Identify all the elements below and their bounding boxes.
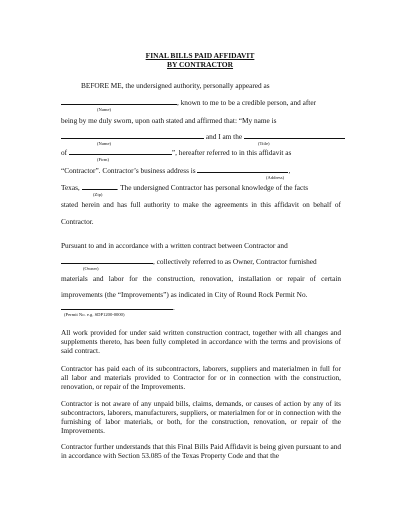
- address-blank[interactable]: [197, 166, 288, 173]
- name-blank[interactable]: [61, 98, 177, 105]
- permit-blank[interactable]: [61, 303, 173, 310]
- paragraph-work-completed: All work provided for under said written construction contract, together with all changes and supplements thereto, has been fully completed in accordance with the terms and provisions of said contract.: [61, 328, 341, 355]
- intro-line-6: “Contractor”. Contractor’s business address is ,: [61, 166, 291, 175]
- intro-line-2: , known to me to be a credible person, and after: [61, 98, 316, 107]
- pursuant-line-5: .: [61, 303, 175, 312]
- caption-firm: (Firm): [97, 157, 109, 162]
- caption-title: (Title): [258, 141, 270, 146]
- intro-line-8: stated herein and has full authority to make the agreements in this affidavit on behalf of: [61, 200, 341, 209]
- caption-address: (Address): [266, 175, 285, 180]
- intro-line-5: of ”, hereafter referred to in this affidavit as: [61, 148, 292, 157]
- intro-line-4: and I am the: [61, 132, 345, 141]
- title-line-1: FINAL BILLS PAID AFFIDAVIT: [145, 51, 255, 60]
- caption-permit: (Permit No. e.g. SDP1200-0000): [64, 312, 125, 317]
- pursuant-line-4: improvements (the “Improvements”) as indicated in City of Round Rock Permit No.: [61, 290, 308, 299]
- paragraph-not-aware: Contractor is not aware of any unpaid bills, claims, demands, or causes of action by any of its subcontractors, laborers, manufacturers, suppliers, or materialmen for or in connection with the furnishing of labor materials, or both, for the construction, renovation, or repair of the Improvements.: [61, 399, 341, 435]
- pursuant-line-2: , collectively referred to as Owner, Contractor furnished: [61, 257, 317, 266]
- caption-name: (Name): [97, 107, 112, 112]
- caption-owner: (Owner): [83, 266, 99, 271]
- intro-line-1: BEFORE ME, the undersigned authority, personally appeared as: [81, 81, 270, 90]
- paragraph-further-understands: Contractor further understands that this Final Bills Paid Affidavit is being given pursuant to and in accordance with Section 53.085 of the Texas Property Code and that the: [61, 442, 341, 460]
- owner-blank[interactable]: [61, 257, 153, 264]
- pursuant-line-1: Pursuant to and in accordance with a written contract between Contractor and: [61, 241, 288, 250]
- pursuant-line-3: materials and labor for the construction, renovation, installation or repair of certain: [61, 274, 341, 283]
- title-blank[interactable]: [244, 132, 345, 139]
- paragraph-paid-subcontractors: Contractor has paid each of its subcontractors, laborers, suppliers and materialmen in full for all labor and materials provided to Contractor for or in connection with the construction, renovation, or repair of the Improvements.: [61, 364, 341, 391]
- intro-line-9: Contractor.: [61, 217, 94, 226]
- caption-name-2: (Name): [97, 141, 112, 146]
- title-line-2: BY CONTRACTOR: [166, 60, 234, 69]
- name-blank-2[interactable]: [61, 132, 204, 139]
- intro-line-7: Texas, . The undersigned Contractor has personal knowledge of the facts: [61, 183, 309, 192]
- caption-zip: (Zip): [93, 192, 103, 197]
- firm-blank[interactable]: [69, 148, 172, 155]
- zip-blank[interactable]: [82, 183, 117, 190]
- intro-line-3: being by me duly sworn, upon oath stated and affirmed that: “My name is: [61, 116, 277, 125]
